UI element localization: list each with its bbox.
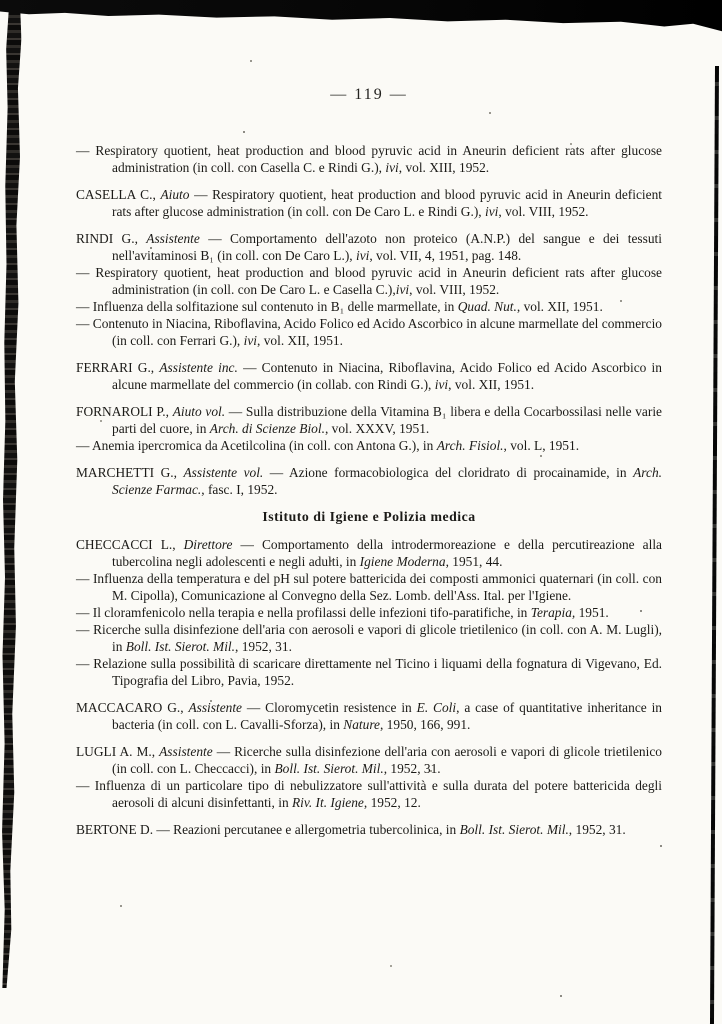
scan-artifact-right-edge <box>710 66 719 1024</box>
bibliography-entry <box>76 403 662 437</box>
entry-text: — Anemia ipercromica da Acetilcolina (in coll. con Antona G.), in <box>76 438 437 453</box>
entry-text: MARCHETTI G., <box>76 465 184 480</box>
entry-text: — Respiratory quotient, heat production and blood pyruvic acid in Aneurin deficient rats after glucose administration (in coll. con De Caro L. e Rindi G.), <box>112 187 663 219</box>
entry-text: , vol. VIII, 1952. <box>409 282 500 297</box>
bibliography-entry-group <box>76 403 662 454</box>
bibliography-entry-group <box>76 821 662 838</box>
entry-text: , vol. XIII, 1952. <box>398 160 490 175</box>
bibliography-entry <box>76 464 662 498</box>
entry-italic-text: ivi <box>355 248 370 263</box>
bibliography-entry <box>76 230 662 264</box>
entry-italic-text: Direttore <box>183 537 233 552</box>
entry-text: BERTONE D. — Reazioni percutanee e allergometria tubercolinica, in <box>76 822 460 837</box>
bibliography-entry <box>76 315 662 349</box>
entry-text: — Cloromycetin resistence in <box>242 700 417 715</box>
entry-text: LUGLI A. M., <box>76 744 160 759</box>
bibliography-section-physiology <box>76 142 662 498</box>
entry-italic-text: Igiene Moderna <box>359 554 446 569</box>
entry-italic-text: ivi <box>243 333 258 348</box>
entry-text: — Comportamento dell'azoto non proteico (A.N.P.) del sangue e dei tessuti nell'avitaminosi B₁ (in coll. con De Caro L.), <box>112 231 662 263</box>
entry-text: , vol. XII, 1951. <box>257 333 343 348</box>
entry-text: — Respiratory quotient, heat production and blood pyruvic acid in Aneurin deficient rats after glucose administration (in coll. con De Caro L. e Casella C.), <box>76 265 662 297</box>
entry-text: — Azione formacobiologica del cloridrato di procainamide, in <box>263 465 634 480</box>
bibliography-entry <box>76 655 662 689</box>
entry-italic-text: Assistente <box>146 231 200 246</box>
scan-artifact-speckles <box>0 0 2 2</box>
entry-text: — Ricerche sulla disinfezione dell'aria con aerosoli e vapori di glicole trietilenico (in coll. con L. Checcacci), in <box>112 744 662 776</box>
entry-text: 1951. <box>575 605 609 620</box>
bibliography-entry <box>76 536 662 570</box>
entry-text: RINDI G., <box>76 231 147 246</box>
entry-text: , vol. XII, 1951. <box>516 299 603 314</box>
entry-text: FORNAROLI P., <box>76 404 173 419</box>
entry-text: , fasc. I, 1952. <box>201 482 278 497</box>
entry-text: , 1952, 31. <box>235 639 292 654</box>
entry-text: FERRARI G., <box>76 360 160 375</box>
bibliography-entry <box>76 821 662 838</box>
entry-italic-text: Assistente <box>159 744 213 759</box>
bibliography-entry <box>76 264 662 298</box>
entry-text: CHECCACCI L., <box>76 537 184 552</box>
page-number: — 119 — <box>330 86 408 103</box>
entry-text: , 1952, 31. <box>568 822 626 837</box>
entry-italic-text: Arch. Scienze Farmac. <box>112 465 662 497</box>
bibliography-entry <box>76 437 662 454</box>
bibliography-entry <box>76 699 662 733</box>
entry-text: — Sulla distribuzione della Vitamina B₁ libera e della Cocarbossilasi nelle varie parti del cuore, in <box>112 404 663 436</box>
entry-text: — Influenza della solfitazione sul contenuto in B₁ delle marmellate, in <box>76 299 458 314</box>
entry-italic-text: Arch. Fisiol. <box>436 438 504 453</box>
entry-italic-text: E. Coli <box>416 700 457 715</box>
entry-italic-text: Assistente inc. <box>159 360 238 375</box>
entry-text: — Respiratory quotient, heat production and blood pyruvic acid in Aneurin deficient rats after glucose administration (in coll. con Casella C. e Rindi G.), <box>76 143 662 175</box>
bibliography-entry-group <box>76 186 662 220</box>
scan-artifact-left-binding <box>0 10 21 988</box>
bibliography-entry-group <box>76 536 662 689</box>
entry-text: MACCACARO G., <box>76 700 189 715</box>
entry-text: , a case of quantitative inheritance in bacteria (in coll. con L. Cavalli-Sforza), in <box>112 700 662 732</box>
bibliography-entry-group <box>76 142 662 176</box>
entry-text: CASELLA C., <box>76 187 161 202</box>
entry-italic-text: Nature <box>343 717 380 732</box>
entry-text: — Influenza della temperatura e del pH sul potere battericida dei composti ammonici quaternari (in coll. con M. Cipolla), Comunicazione al Convegno della Sez. Lomb. dell'Ass. Ital. per l'Igiene. <box>76 571 662 603</box>
entry-italic-text: Boll. Ist. Sierot. Mil. <box>125 639 235 654</box>
entry-text: — Ricerche sulla disinfezione dell'aria con aerosoli e vapori di glicole trietilenico (in coll. con A. M. Lugli), in <box>76 622 662 654</box>
entry-italic-text: Aiuto vol. <box>172 404 226 419</box>
bibliography-entry <box>76 621 662 655</box>
entry-italic-text: ivi <box>395 282 410 297</box>
entry-text: — Contenuto in Niacina, Riboflavina, Acido Folico ed Acido Ascorbico in alcune marmellate del commercio (in coll. con Ferrari G.), <box>76 316 662 348</box>
section-heading: Istituto di Igiene e Polizia medica <box>262 509 476 524</box>
entry-italic-text: ivi <box>434 377 449 392</box>
page-content <box>76 0 662 848</box>
entry-text: , vol. VII, 4, 1951, pag. 148. <box>369 248 522 263</box>
bibliography-entry <box>76 604 662 621</box>
entry-text: — Contenuto in Niacina, Riboflavina, Acido Folico ed Acido Ascorbico in alcune marmellate del commercio (in collab. con Rindi G.), <box>112 360 662 392</box>
entry-italic-text: Boll. Ist. Sierot. Mil. <box>274 761 384 776</box>
entry-text: , vol. XXXV, 1951. <box>324 421 430 436</box>
entry-italic-text: Terapia, <box>530 605 576 620</box>
bibliography-entry-group <box>76 699 662 733</box>
entry-text: , vol. L, 1951. <box>503 438 580 453</box>
bibliography-entry-group <box>76 464 662 498</box>
entry-text: , vol. VIII, 1952. <box>498 204 589 219</box>
bibliography-entry-group <box>76 359 662 393</box>
entry-italic-text: Boll. Ist. Sierot. Mil. <box>459 822 569 837</box>
bibliography-entry <box>76 186 662 220</box>
entry-text: — Comportamento della introdermoreazione e della percutireazione alla tubercolina negli adolescenti e negli adulti, in <box>112 537 662 569</box>
entry-italic-text: Arch. di Scienze Biol. <box>209 421 325 436</box>
entry-italic-text: Riv. It. Igiene <box>292 795 364 810</box>
bibliography-entry <box>76 142 662 176</box>
entry-text: — Il cloramfenicolo nella terapia e nella profilassi delle infezioni tifo-paratifiche, in <box>76 605 531 620</box>
entry-italic-text: Quad. Nut. <box>457 299 517 314</box>
bibliography-entry-group <box>76 743 662 811</box>
bibliography-entry <box>76 359 662 393</box>
bibliography-entry-group <box>76 230 662 349</box>
entry-italic-text: Assistente vol. <box>183 465 264 480</box>
bibliography-entry <box>76 570 662 604</box>
entry-text: — Influenza di un particolare tipo di nebulizzatore sull'attività e sulla durata del potere battericida degli aerosoli di alcuni disinfettanti, in <box>76 778 662 810</box>
entry-italic-text: Assistente <box>188 700 242 715</box>
entry-text: , 1950, 166, 991. <box>379 717 471 732</box>
entry-text: , 1951, 44. <box>445 554 503 569</box>
entry-italic-text: ivi <box>385 160 399 175</box>
bibliography-entry <box>76 777 662 811</box>
entry-text: , 1952, 12. <box>363 795 421 810</box>
bibliography-entry <box>76 743 662 777</box>
bibliography-entry <box>76 298 662 315</box>
entry-text: , vol. XII, 1951. <box>448 377 535 392</box>
bibliography-section-igiene <box>76 536 662 838</box>
entry-italic-text: ivi <box>484 204 499 219</box>
entry-text: — Relazione sulla possibilità di scaricare direttamente nel Ticino i liquami della fognatura di Vigevano, Ed. Tipografia del Libro, Pavia, 1952. <box>76 656 662 688</box>
entry-italic-text: Aiuto <box>160 187 190 202</box>
entry-text: , 1952, 31. <box>383 761 441 776</box>
